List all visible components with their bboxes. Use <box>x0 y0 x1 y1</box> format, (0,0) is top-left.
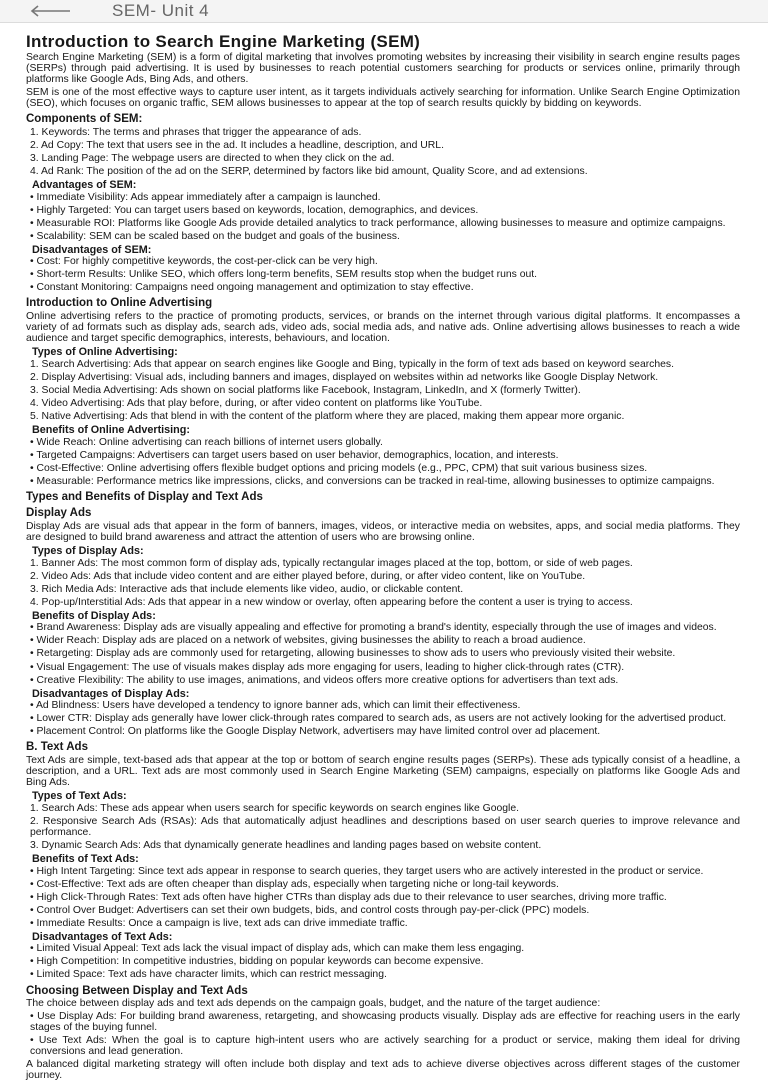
subsection-heading: Types of Online Advertising: <box>32 346 178 359</box>
subsection-heading: Types of Display Ads: <box>32 544 144 557</box>
list-item: • Placement Control: On platforms like the Google Display Network, advertisers may have limited control over ad placement. <box>30 726 601 738</box>
section-heading: Choosing Between Display and Text Ads <box>26 984 248 997</box>
list-item: 4. Pop-up/Interstitial Ads: Ads that appear in a new window or overlay, often appearing before the content a user is trying to access. <box>30 596 633 608</box>
subsection-heading: Benefits of Display Ads: <box>32 609 156 622</box>
list-item: • High Competition: In competitive industries, bidding on popular keywords can become expensive. <box>30 956 484 968</box>
list-item: 3. Dynamic Search Ads: Ads that dynamically generate headlines and landing pages based on website content. <box>30 839 542 851</box>
paragraph: Search Engine Marketing (SEM) is a form of digital marketing that involves promoting websites by increasing their visibility in search engine results pages (SERPs) through paid advertising. It is used by businesses to reach potential customers searching for products or services online, primarily through platforms like Google Ads, Bing Ads, and others. <box>26 52 740 86</box>
list-item: • Wider Reach: Display ads are placed on a network of websites, giving businesses the ability to reach a broad audience. <box>30 635 586 647</box>
subsection-heading: Types of Text Ads: <box>32 789 127 802</box>
subsection-heading: Benefits of Text Ads: <box>32 852 139 865</box>
list-item: • Control Over Budget: Advertisers can set their own budgets, bids, and control costs through pay-per-click (PPC) models. <box>30 904 590 916</box>
list-item: 3. Rich Media Ads: Interactive ads that include elements like video, audio, or clickable content. <box>30 583 464 595</box>
section-heading: Introduction to Online Advertising <box>26 297 213 310</box>
section-heading: Types and Benefits of Display and Text Ads <box>26 490 263 503</box>
list-item: • High Click-Through Rates: Text ads often have higher CTRs than display ads due to their relevance to user searches, driving more traffic. <box>30 891 667 903</box>
list-item: • Scalability: SEM can be scaled based on the budget and goals of the business. <box>30 230 400 242</box>
list-item: 2. Ad Copy: The text that users see in the ad. It includes a headline, description, and URL. <box>30 139 444 151</box>
subsection-heading: Benefits of Online Advertising: <box>32 423 190 436</box>
list-item: • Visual Engagement: The use of visuals makes display ads more engaging for users, leading to higher click-through rates (CTR). <box>30 661 625 673</box>
list-item: • Immediate Results: Once a campaign is live, text ads can drive immediate traffic. <box>30 917 408 929</box>
list-item: • Cost: For highly competitive keywords, the cost-per-click can be very high. <box>30 256 378 268</box>
section-heading: Components of SEM: <box>26 113 143 126</box>
list-item: • Measurable: Performance metrics like impressions, clicks, and conversions can be tracked in real-time, allowing businesses to optimize campaigns. <box>30 475 715 487</box>
list-item: • Cost-Effective: Online advertising offers flexible budget options and pricing models (e.g., PPC, CPM) that suit various business sizes. <box>30 462 648 474</box>
list-item: • Wide Reach: Online advertising can reach billions of internet users globally. <box>30 436 383 448</box>
list-item: 5. Native Advertising: Ads that blend in with the content of the platform where they are placed, making them appear more organic. <box>30 410 625 422</box>
paragraph: A balanced digital marketing strategy will often include both display and text ads to achieve diverse objectives across different stages of the customer journey. <box>26 1059 740 1081</box>
list-item: • Immediate Visibility: Ads appear immediately after a campaign is launched. <box>30 191 381 203</box>
list-item: • Use Text Ads: When the goal is to capture high-intent users who are actively searching for a product or service, making them ideal for driving conversions and lead generation. <box>30 1035 740 1058</box>
list-item: 3. Landing Page: The webpage users are directed to when they click on the ad. <box>30 152 395 164</box>
subsection-heading: Advantages of SEM: <box>32 178 137 191</box>
list-item: 2. Video Ads: Ads that include video content and are either played before, during, or after video content, like on YouTube. <box>30 570 586 582</box>
paragraph: Online advertising refers to the practice of promoting products, services, or brands on the internet through various digital platforms. It encompasses a variety of ad formats such as display ads, search ads, video ads, social media ads, and native ads. Online advertising allows businesses to reach a wide audience and target specific demographics, interests, behaviours, and location. <box>26 310 740 345</box>
list-item: 4. Video Advertising: Ads that play before, during, or after video content on platforms like YouTube. <box>30 397 483 409</box>
list-item: • Short-term Results: Unlike SEO, which offers long-term benefits, SEM results stop when the budget runs out. <box>30 269 538 281</box>
list-item: • High Intent Targeting: Since text ads appear in response to search queries, they target users who are actively interested in the product or service. <box>30 865 704 877</box>
list-item: • Brand Awareness: Display ads are visually appealing and effective for promoting a brand's identity, especially through the use of images and videos. <box>30 622 717 634</box>
paragraph: The choice between display ads and text ads depends on the campaign goals, budget, and the nature of the target audience: <box>26 998 601 1009</box>
subsection-heading: Disadvantages of SEM: <box>32 243 152 256</box>
list-item: • Highly Targeted: You can target users based on keywords, location, demographics, and devices. <box>30 204 479 216</box>
back-button[interactable] <box>28 0 78 22</box>
document-title: Introduction to Search Engine Marketing (SEM) <box>26 32 421 51</box>
page-title: SEM- Unit 4 <box>112 1 210 20</box>
list-item: 1. Banner Ads: The most common form of display ads, typically rectangular images placed at the top, bottom, or side of web pages. <box>30 557 633 569</box>
list-item: 1. Search Ads: These ads appear when users search for specific keywords on search engines like Google. <box>30 802 520 814</box>
list-item: 2. Display Advertising: Visual ads, including banners and images, displayed on websites within ad networks like Google Display Network. <box>30 371 659 383</box>
list-item: • Measurable ROI: Platforms like Google Ads provide detailed analytics to track performance, allowing businesses to measure and optimize campaigns. <box>30 217 726 229</box>
list-item: • Limited Space: Text ads have character limits, which can restrict messaging. <box>30 969 387 981</box>
top-bar <box>0 0 768 23</box>
back-arrow-icon <box>28 4 74 18</box>
paragraph: Display Ads are visual ads that appear in the form of banners, images, videos, or interactive media on websites, apps, and social media platforms. They are designed to build brand awareness and attract the attention of users who are browsing online. <box>26 520 740 543</box>
paragraph: Text Ads are simple, text-based ads that appear at the top or bottom of search engine results pages (SERPs). These ads typically consist of a headline, a description, and a URL. Text ads are most commonly used in Search Engine Marketing (SEM) campaigns, especially on platforms like Google Ads and Bing Ads. <box>26 754 740 788</box>
subsection-heading: Disadvantages of Display Ads: <box>32 687 190 700</box>
list-item: • Use Display Ads: For building brand awareness, retargeting, and showcasing products visually. Display ads are effective for reaching users in the early stages of the buying funnel. <box>30 1011 740 1034</box>
list-item: • Ad Blindness: Users have developed a tendency to ignore banner ads, which can limit their effectiveness. <box>30 700 521 712</box>
list-item: 3. Social Media Advertising: Ads shown on social platforms like Facebook, Instagram, LinkedIn, and X (formerly Twitter). <box>30 384 581 396</box>
list-item: • Retargeting: Display ads are commonly used for retargeting, allowing businesses to show ads to users who previously visited their website. <box>30 648 676 660</box>
subsection-heading: Disadvantages of Text Ads: <box>32 930 173 943</box>
list-item: • Lower CTR: Display ads generally have lower click-through rates compared to search ads, as users are not actively looking for the advertised product. <box>30 713 727 725</box>
list-item: 2. Responsive Search Ads (RSAs): Ads that automatically adjust headlines and descriptions based on user search queries to improve relevance and performance. <box>30 815 740 838</box>
document-body <box>26 32 740 1081</box>
list-item: • Targeted Campaigns: Advertisers can target users based on user behavior, demographics, location, and interests. <box>30 449 559 461</box>
paragraph: SEM is one of the most effective ways to capture user intent, as it targets individuals actively searching for information. Unlike Search Engine Optimization (SEO), which focuses on organic traffic, SEM allows businesses to appear at the top of search results quickly by bidding on keywords. <box>26 87 740 110</box>
list-item: • Cost-Effective: Text ads are often cheaper than display ads, especially when targeting niche or long-tail keywords. <box>30 878 559 890</box>
list-item: 1. Search Advertising: Ads that appear on search engines like Google and Bing, typically in the form of text ads based on keyword searches. <box>30 358 675 370</box>
list-item: • Limited Visual Appeal: Text ads lack the visual impact of display ads, which can make them less engaging. <box>30 943 525 955</box>
list-item: • Constant Monitoring: Campaigns need ongoing management and optimization to stay effective. <box>30 282 474 294</box>
list-item: • Creative Flexibility: The ability to use images, animations, and videos offers more creative options for advertisers than text ads. <box>30 674 619 686</box>
list-item: 1. Keywords: The terms and phrases that trigger the appearance of ads. <box>30 126 362 138</box>
list-item: 4. Ad Rank: The position of the ad on the SERP, determined by factors like bid amount, Quality Score, and ad extensions. <box>30 165 588 177</box>
section-heading: Display Ads <box>26 507 92 520</box>
section-heading: B. Text Ads <box>26 741 88 754</box>
